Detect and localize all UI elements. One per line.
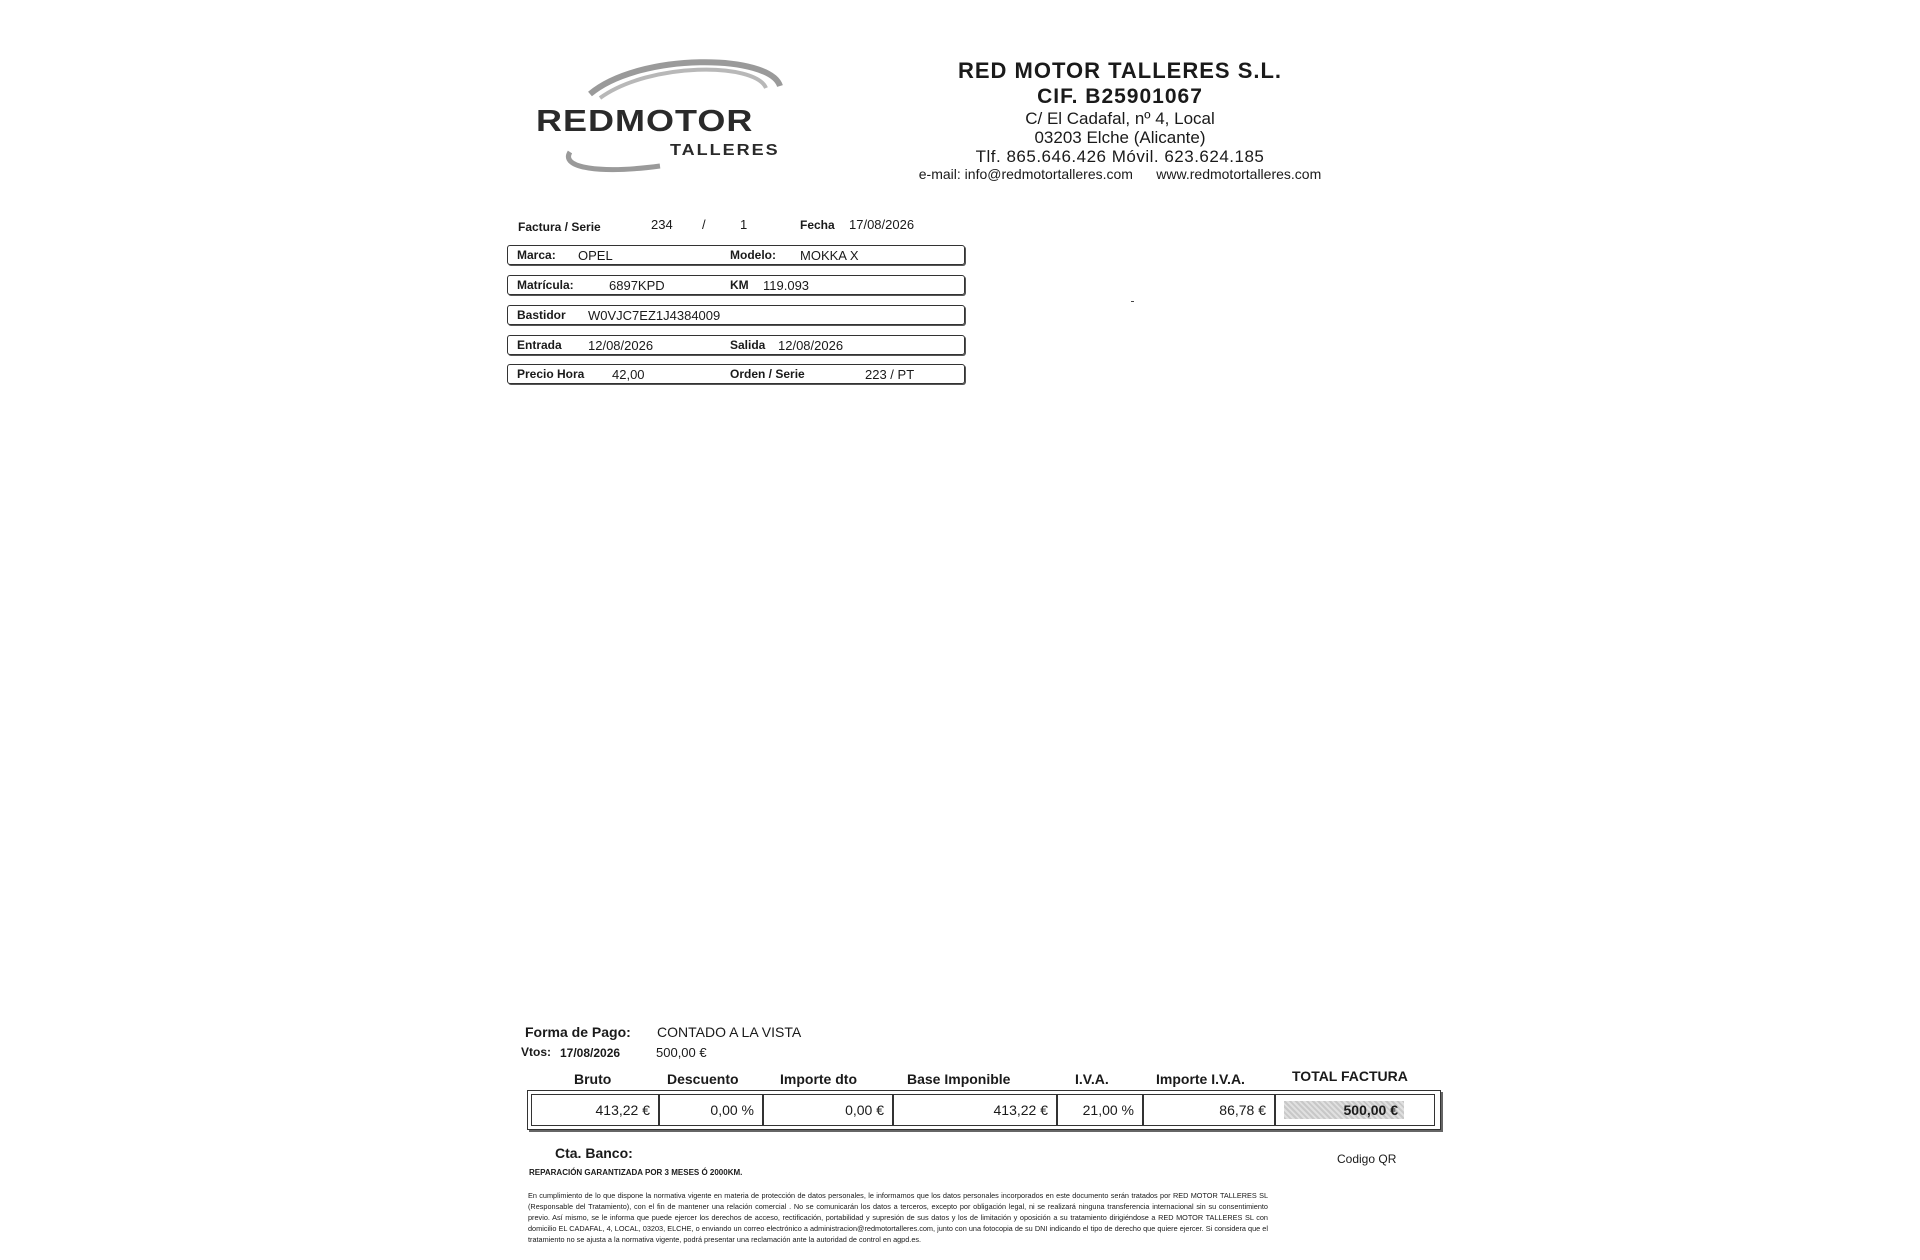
company-web-line [890,166,1350,182]
entrada-label: Entrada [517,338,562,352]
header-descuento: Descuento [667,1071,739,1087]
importe-dto-cell: 0,00 € [763,1094,893,1126]
total-factura-value: 500,00 € [1343,1102,1398,1118]
company-cif: CIF. B25901067 [1037,85,1203,108]
email-link[interactable]: info@redmotortalleres.com [964,166,1133,182]
email-label: e-mail: [918,166,961,182]
bastidor-value: W0VJC7EZ1J4384009 [588,308,721,323]
factura-label: Factura / Serie [518,220,601,234]
bastidor-box [507,305,965,325]
vtos-amount: 500,00 € [656,1045,707,1060]
marca-modelo-box [507,245,965,265]
marca-label: Marca: [517,248,556,262]
km-label: KM [730,278,749,292]
scan-mark [1131,301,1134,302]
fecha-label: Fecha [800,218,835,232]
modelo-label: Modelo: [730,248,776,262]
website-link[interactable]: www.redmotortalleres.com [1156,166,1322,182]
forma-pago-value: CONTADO A LA VISTA [657,1024,802,1040]
header-base-imponible: Base Imponible [907,1071,1011,1087]
matricula-km-box [507,275,965,295]
factura-number: 234 [651,217,673,232]
salida-label: Salida [730,338,766,352]
importe-iva-cell: 86,78 € [1143,1094,1275,1126]
precio-hora-value: 42,00 [612,367,645,382]
company-header [890,58,1350,182]
company-address-2: 03203 Elche (Alicante) [1034,128,1206,147]
forma-pago-label: Forma de Pago: [525,1024,631,1040]
matricula-label: Matrícula: [517,278,574,292]
bastidor-label: Bastidor [517,308,566,322]
matricula-value: 6897KPD [609,278,665,293]
logo-subtitle: TALLERES [670,141,780,159]
orden-label: Orden / Serie [730,367,805,381]
company-name: RED MOTOR TALLERES S.L. [957,58,1283,83]
factura-separator: / [702,217,706,232]
logo-wordmark: REDMOTOR [536,103,754,138]
company-phones: Tlf. 865.646.426 Móvil. 623.624.185 [975,147,1265,166]
orden-value: 223 / PT [865,367,915,382]
entrada-salida-box [507,335,965,355]
company-address-1: C/ El Cadafal, nº 4, Local [1025,109,1215,128]
header-bruto: Bruto [574,1071,612,1087]
iva-cell: 21,00 % [1057,1094,1143,1126]
codigo-qr-label: Codigo QR [1337,1152,1397,1166]
header-total-factura: TOTAL FACTURA [1292,1068,1408,1084]
garantia-text: REPARACIÓN GARANTIZADA POR 3 MESES Ó 2000KM. [529,1168,743,1177]
company-logo [530,56,830,180]
header-importe-dto: Importe dto [780,1071,857,1087]
salida-value: 12/08/2026 [778,338,844,353]
total-factura-cell [1275,1094,1435,1126]
invoice-number-row [518,218,601,236]
legal-notice: En cumplimiento de lo que dispone la normativa vigente en materia de protección de datos personales, le informamos que los datos personales incorporados en este documento serán tratados por RED MOTOR TALLERES SL (Responsable del Tratamiento), con el fin de mantener una relación comercial . No se comunicarán los datos a terceros, excepto por obligación legal, ni se realizará ninguna transferencia internacional sin su consentimiento previo. Así mismo, se le informa que puede ejercer los derechos de acceso, rectificación, portabilidad y supresión de sus datos y los de limitación y oposición a su tratamiento dirigiéndose a RED MOTOR TALLERES SL con domicilio EL CADAFAL, 4, LOCAL, 03203, ELCHE, o enviando un correo electrónico a administracion@redmotortalleres.com, junto con una fotocopia de su DNI indicando el tipo de derecho que quiere ejercer. Si considera que el tratamiento no se ajusta a la normativa vigente, podrá presentar una reclamación ante la autoridad de control en agpd.es. [528,1191,1268,1244]
header-importe-iva: Importe I.V.A. [1156,1071,1245,1087]
vtos-label: Vtos: [521,1045,551,1059]
km-value: 119.093 [763,278,810,293]
base-imponible-cell: 413,22 € [893,1094,1057,1126]
vtos-date: 17/08/2026 [560,1046,621,1060]
precio-orden-box [507,364,965,384]
modelo-value: MOKKA X [800,248,859,263]
factura-serie: 1 [740,217,748,232]
cta-banco-label: Cta. Banco: [555,1145,633,1161]
precio-hora-label: Precio Hora [517,367,585,381]
entrada-value: 12/08/2026 [588,338,654,353]
header-iva: I.V.A. [1075,1071,1109,1087]
bruto-cell: 413,22 € [531,1094,659,1126]
descuento-cell: 0,00 % [659,1094,763,1126]
fecha-value: 17/08/2026 [849,217,915,232]
totals-table [527,1090,1441,1130]
marca-value: OPEL [578,248,613,263]
